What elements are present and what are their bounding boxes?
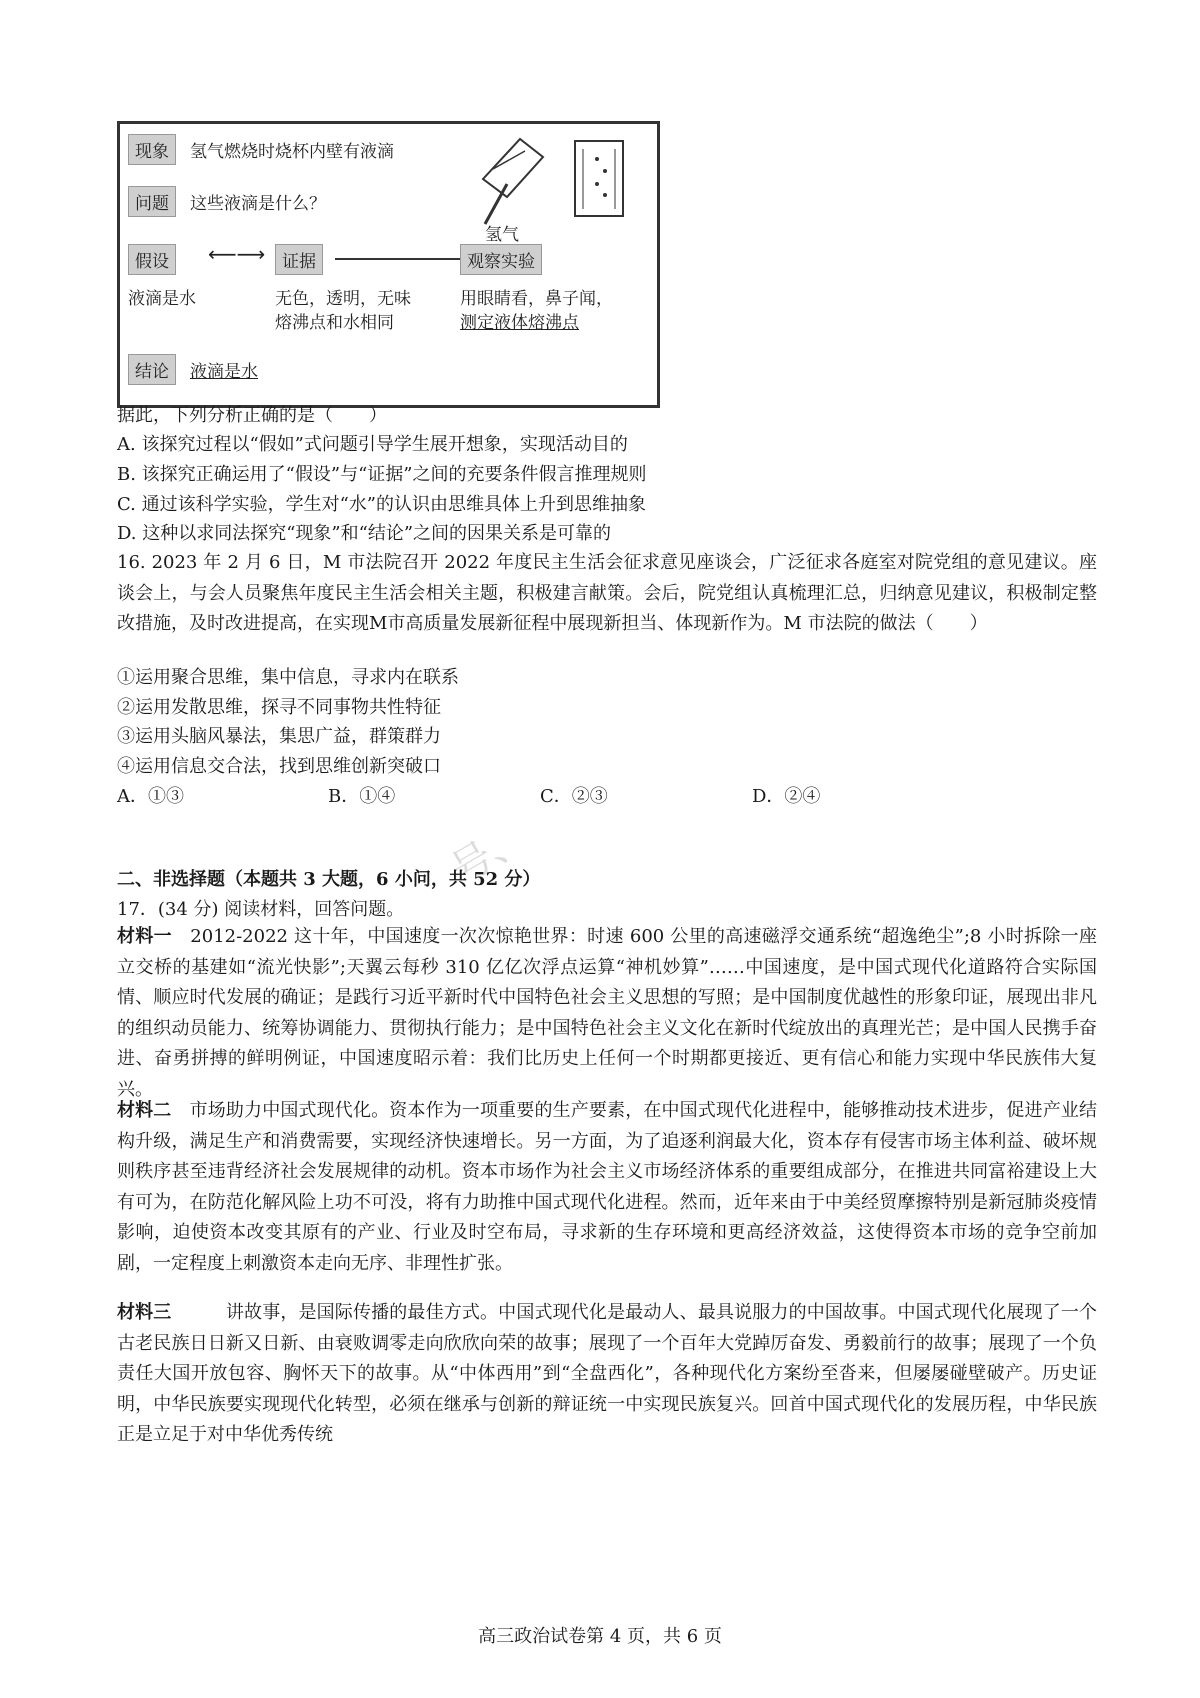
- q15-option-b: B. 该探究正确运用了“假设”与“证据”之间的充要条件假言推理规则: [117, 464, 647, 485]
- phenomenon-text: 氢气燃烧时烧杯内壁有液滴: [190, 142, 394, 162]
- q16-item-1: ①运用聚合思维，集中信息，寻求内在联系: [117, 667, 459, 688]
- material-1-text: 2012-2022 这十年，中国速度一次次惊艳世界：时速 600 公里的高速磁浮交通系统“超逸绝尘”;8 小时拆除一座立交桥的基建如“流光快影”;天翼云每秒 310 亿亿次浮点运算“神机妙算”……中国速度，是中国式现代化道路符合实际国情、顺应时代发展的确证；是践行习近平新时代中国特色社会主义思想的写照；是中国制度优越性的形象印证，展现出非凡的组织动员能力、统筹协调能力、贯彻执行能力；是中国特色社会主义文化在新时代绽放出的真理光芒；是中国人民携手奋进、奋勇拼搏的鲜明例证，中国速度昭示着：我们比历史上任何一个时期都更接近、更有信心和能力实现中华民族伟大复兴。: [117, 926, 1098, 1100]
- q15-stem: 据此，下列分析正确的是（ ）: [117, 405, 387, 426]
- material-3-label: 材料三: [117, 1302, 172, 1323]
- material-3: [117, 1298, 1097, 1451]
- material-1-label: 材料一: [117, 926, 172, 947]
- double-arrow: ⟵⟶: [208, 242, 266, 266]
- science-inquiry-diagram: [117, 121, 660, 408]
- watermark: 号、: [443, 813, 536, 894]
- page-footer: 高三政治试卷第 4 页，共 6 页: [478, 1626, 722, 1647]
- question-label: 问题: [128, 186, 176, 217]
- question-text: 这些液滴是什么？: [190, 194, 326, 214]
- material-2: [117, 1096, 1097, 1279]
- experiment-text-1: 用眼睛看，鼻子闻，: [460, 289, 613, 309]
- q16-item-2: ②运用发散思维，探寻不同事物共性特征: [117, 697, 441, 718]
- q15-option-d: D. 这种以求同法探究“现象”和“结论”之间的因果关系是可靠的: [117, 523, 612, 544]
- q16-stem: 16. 2023 年 2 月 6 日，M 市法院召开 2022 年度民主生活会征求意见座谈会，广泛征求各庭室对院党组的意见建议。座谈会上，与会人员聚焦年度民主生活会相关主题，积极建言献策。会后，院党组认真梳理汇总，归纳意见建议，积极制定整改措施，及时改进提高，在实现M市高质量发展新征程中展现新担当、体现新作为。M 市法院的做法（ ）: [117, 552, 1097, 634]
- connector-line: [335, 258, 460, 260]
- q15-option-a: A. 该探究过程以“假如”式问题引导学生展开想象，实现活动目的: [117, 434, 628, 455]
- q16-choice-d: D．②④: [752, 786, 821, 807]
- q15-option-c: C. 通过该科学实验，学生对“水”的认识由思维具体上升到思维抽象: [117, 494, 646, 515]
- experiment-text-2: 测定液体熔沸点: [460, 313, 579, 333]
- q17-stem: 17．(34 分) 阅读材料，回答问题。: [117, 899, 405, 920]
- section-title: 二、非选择题（本题共 3 大题，6 小问，共 52 分）: [117, 869, 541, 890]
- phenomenon-label: 现象: [128, 134, 176, 165]
- evidence-text-1: 无色，透明，无味: [275, 289, 411, 309]
- hydrogen-label: 氢气: [485, 225, 519, 245]
- q16-choice-b: B．①④: [328, 786, 396, 807]
- experiment-label: 观察实验: [460, 244, 542, 275]
- hypothesis-label: 假设: [128, 244, 176, 275]
- evidence-text-2: 熔沸点和水相同: [275, 313, 394, 333]
- q16-item-4: ④运用信息交合法，找到思维创新突破口: [117, 756, 441, 777]
- material-1: [117, 922, 1097, 1105]
- conclusion-text: 液滴是水: [190, 362, 258, 382]
- q16-choice-c: C．②③: [540, 786, 608, 807]
- material-2-text: 市场助力中国式现代化。资本作为一项重要的生产要素，在中国式现代化进程中，能够推动技术进步，促进产业结构升级，满足生产和消费需要，实现经济快速增长。另一方面，为了追逐利润最大化，资本存有侵害市场主体利益、破坏规则秩序甚至违背经济社会发展规律的动机。资本市场作为社会主义市场经济体系的重要组成部分，在推进共同富裕建设上大有可为，在防范化解风险上功不可没，将有力助推中国式现代化进程。然而，近年来由于中美经贸摩擦特别是新冠肺炎疫情影响，迫使资本改变其原有的产业、行业及时空布局，寻求新的生存环境和更高经济效益，这使得资本市场的竞争空前加剧，一定程度上刺激资本走向无序、非理性扩张。: [117, 1100, 1097, 1274]
- material-2-label: 材料二: [117, 1100, 172, 1121]
- q16-item-3: ③运用头脑风暴法，集思广益，群策群力: [117, 726, 441, 747]
- hypothesis-text: 液滴是水: [128, 289, 196, 309]
- q16-choice-a: A．①③: [117, 786, 184, 807]
- conclusion-label: 结论: [128, 354, 176, 385]
- evidence-label: 证据: [275, 244, 323, 275]
- material-3-text: 讲故事，是国际传播的最佳方式。中国式现代化是最动人、最具说服力的中国故事。中国式现代化展现了一个古老民族日日新又日新、由衰败调零走向欣欣向荣的故事；展现了一个百年大党踔厉奋发、勇毅前行的故事；展现了一个负责任大国开放包容、胸怀天下的故事。从“中体西用”到“全盘西化”，各种现代化方案纷至沓来，但屡屡碰壁破产。历史证明，中华民族要实现现代化转型，必须在继承与创新的辩证统一中实现民族复兴。回首中国式现代化的发展历程，中华民族正是立足于对中华优秀传统: [117, 1302, 1097, 1445]
